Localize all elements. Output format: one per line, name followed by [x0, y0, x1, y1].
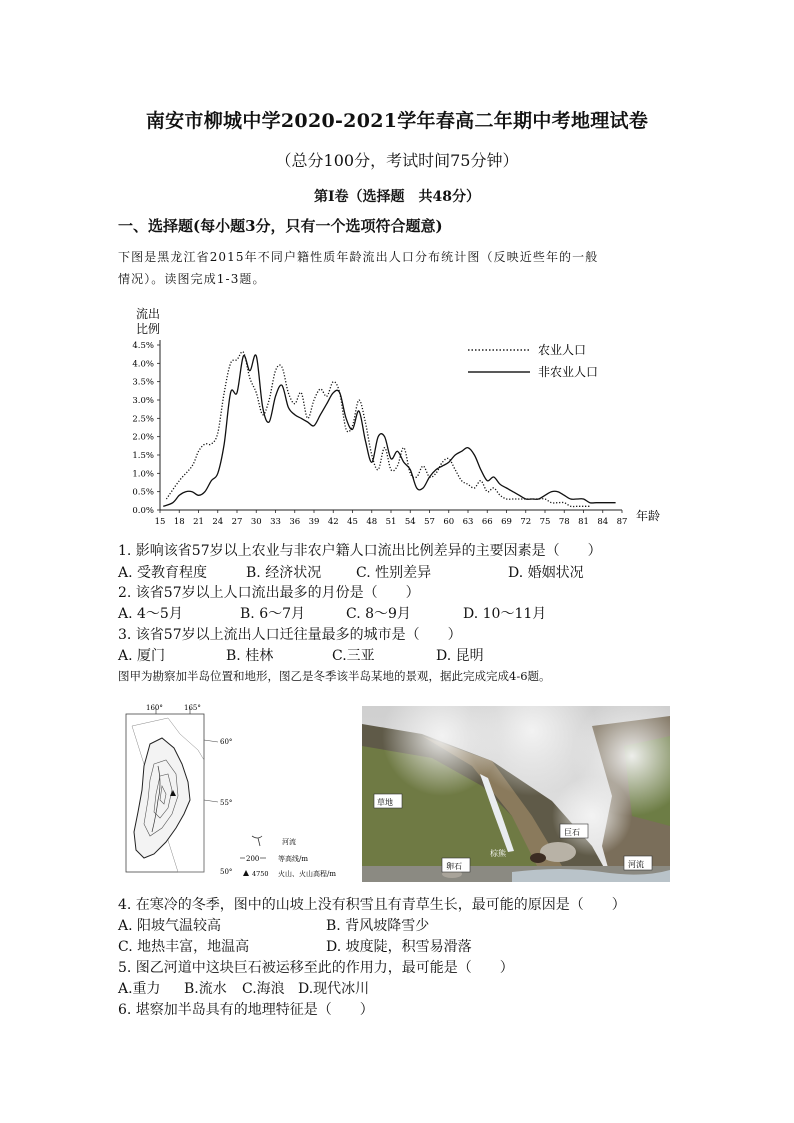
q2-stem: 2. 该省57岁以上人口流出最多的月份是（ ）: [118, 585, 420, 601]
chart-y-tick-label: 1.0%: [132, 469, 154, 480]
chart-x-tick-label: 66: [481, 517, 493, 527]
chart-y-tick-label: 1.5%: [132, 451, 154, 461]
q3-option-a[interactable]: A. 厦门: [118, 648, 166, 664]
photo-bear: [530, 853, 546, 863]
map-lon-165: 165°: [184, 704, 201, 712]
chart-ylabel-1: 流出: [136, 307, 161, 321]
chart-x-tick-label: 33: [270, 517, 281, 527]
chart-x-tick-label: 51: [385, 517, 397, 527]
q3-option-d[interactable]: D. 昆明: [436, 648, 484, 664]
q1-options: [118, 562, 718, 582]
intro-text-1: [118, 246, 690, 290]
legend-river-icon: [252, 836, 262, 846]
chart-x-tick-label: 87: [616, 517, 628, 527]
q5-option-d[interactable]: D.现代冰川: [298, 981, 370, 997]
map-lat-tick-60: [204, 740, 218, 742]
map-lat-50: 50°: [220, 868, 233, 876]
q5-options: [118, 978, 718, 998]
intro-line-1: 下图是黑龙江省2015年不同户籍性质年龄流出人口分布统计图（反映近些年的一般: [118, 250, 599, 264]
chart-xlabel: 年龄: [636, 509, 661, 523]
legend-river-label: 河流: [282, 838, 296, 846]
chart-x-tick-label: 57: [424, 517, 435, 527]
q3-options: [118, 645, 718, 665]
q2-options: [118, 603, 718, 623]
legend-volcano-number: 4750: [252, 870, 269, 878]
q1-stem: 1. 影响该省57岁以上农业与非农户籍人口流出比例差异的主要因素是（ ）: [118, 543, 602, 559]
map-lon-160: 160°: [146, 704, 163, 712]
chart-x-tick-label: 18: [173, 517, 185, 527]
q2-option-a[interactable]: A. 4～5月: [118, 606, 183, 622]
legend-volcano-label: 火山、火山高程/m: [278, 870, 336, 878]
chart-x-tick-label: 15: [154, 517, 166, 527]
q4-options: [118, 915, 718, 935]
q1-option-c[interactable]: C. 性别差异: [356, 565, 432, 581]
q4-option-d[interactable]: D. 坡度陡，积雪易滑落: [326, 939, 472, 955]
q5-option-b[interactable]: B.流水: [184, 981, 227, 997]
legend-contour-number: 200: [246, 855, 260, 863]
legend-volcano-icon: [243, 870, 249, 876]
kamchatka-map: [118, 704, 353, 882]
q1-option-d[interactable]: D. 婚姻状况: [508, 565, 584, 581]
series-line-agricultural: [166, 352, 590, 507]
chart-x-tick-label: 78: [558, 517, 570, 527]
chart-x-tick-label: 36: [289, 517, 301, 527]
q5-option-c[interactable]: C.海浪: [242, 981, 285, 997]
q4-option-b[interactable]: B. 背风坡降雪少: [326, 918, 430, 934]
chart-y-tick-label: 3.5%: [132, 377, 154, 388]
q3-stem: 3. 该省57岁以上流出人口迁往量最多的城市是（ ）: [118, 627, 462, 643]
chart-y-tick-label: 2.5%: [132, 414, 154, 425]
q3-option-c[interactable]: C.三亚: [332, 648, 375, 664]
chart-y-tick-label: 2.0%: [132, 432, 154, 443]
map-lat-60: 60°: [220, 738, 233, 746]
exam-subtitle: （总分100分，考试时间75分钟）: [275, 151, 519, 170]
photo-label-boulder: 巨石: [564, 828, 580, 837]
chart-x-tick-label: 21: [193, 517, 204, 527]
q2-option-b[interactable]: B. 6～7月: [240, 606, 306, 622]
q6-stem: 6. 堪察加半岛具有的地理特征是（ ）: [118, 1002, 374, 1018]
photo-label-river: 河流: [628, 860, 644, 869]
chart-x-tick-label: 63: [462, 517, 474, 527]
q1-option-b[interactable]: B. 经济状况: [246, 565, 322, 581]
chart-x-tick-label: 24: [212, 517, 224, 527]
chart-x-tick-label: 45: [347, 517, 358, 527]
exam-title: 南安市柳城中学2020-2021学年春高二年期中考地理试卷: [145, 110, 649, 132]
legend-contour-label: 等高线/m: [278, 855, 308, 863]
chart-x-tick-label: 69: [501, 517, 512, 527]
chart-y-tick-label: 4.5%: [132, 341, 154, 351]
section-heading: 一、选择题(每小题3分，只有一个选项符合题意): [118, 217, 443, 235]
chart-y-tick-label: 4.0%: [132, 359, 154, 370]
q2-option-c[interactable]: C. 8～9月: [346, 606, 411, 622]
q4-option-c[interactable]: C. 地热丰富，地温高: [118, 939, 250, 955]
photo-steam-4: [552, 776, 632, 856]
chart-y-tick-label: 0.0%: [132, 506, 154, 516]
chart-x-tick-label: 42: [327, 517, 339, 527]
outflow-chart: [118, 300, 678, 532]
map-lat-tick-55: [204, 800, 218, 802]
q3-option-b[interactable]: B. 桂林: [226, 648, 274, 664]
photo-label-grass: 草地: [377, 798, 393, 807]
q5-option-a[interactable]: A.重力: [118, 981, 161, 997]
chart-x-tick-label: 39: [308, 517, 320, 527]
q2-option-d[interactable]: D. 10～11月: [463, 606, 547, 622]
valley-photo: [362, 706, 670, 882]
q1-option-a[interactable]: A. 受教育程度: [118, 565, 208, 581]
q4-option-a[interactable]: A. 阳坡气温较高: [118, 918, 222, 934]
chart-x-tick-label: 60: [443, 517, 455, 527]
chart-x-tick-label: 48: [366, 517, 378, 527]
chart-x-tick-label: 30: [250, 517, 262, 527]
chart-y-tick-label: 3.0%: [132, 396, 154, 406]
photo-label-pebble: 卵石: [446, 862, 462, 871]
chart-x-tick-label: 75: [539, 517, 551, 527]
chart-ylabel-2: 比例: [136, 322, 161, 336]
map-peninsula: [134, 738, 190, 858]
map-lat-55: 55°: [220, 799, 233, 807]
chart-x-tick-label: 84: [597, 517, 609, 527]
q5-stem: 5. 图乙河道中这块巨石被运移至此的作用力，最可能是（ ）: [118, 960, 514, 976]
chart-x-tick-label: 54: [404, 517, 416, 527]
intro-line-2: 情况）。读图完成1-3题。: [118, 272, 266, 286]
q4-options-row2: [118, 936, 718, 956]
chart-y-tick-label: 0.5%: [132, 487, 154, 498]
intro-text-2: 图甲为勘察加半岛位置和地形，图乙是冬季该半岛某地的景观，据此完成完成4-6题。: [118, 669, 551, 683]
chart-x-tick-label: 27: [231, 517, 243, 527]
legend-agri-label: 农业人口: [538, 343, 587, 357]
photo-label-bear: 棕熊: [490, 849, 506, 858]
q4-stem: 4. 在寒冷的冬季，图中的山坡上没有积雪且有青草生长，最可能的原因是（ ）: [118, 897, 626, 913]
part-heading: 第I卷（选择题 共48分）: [313, 189, 481, 205]
legend-nonagri-label: 非农业人口: [538, 365, 599, 379]
chart-x-tick-label: 81: [578, 517, 589, 527]
chart-x-tick-label: 72: [520, 517, 532, 527]
